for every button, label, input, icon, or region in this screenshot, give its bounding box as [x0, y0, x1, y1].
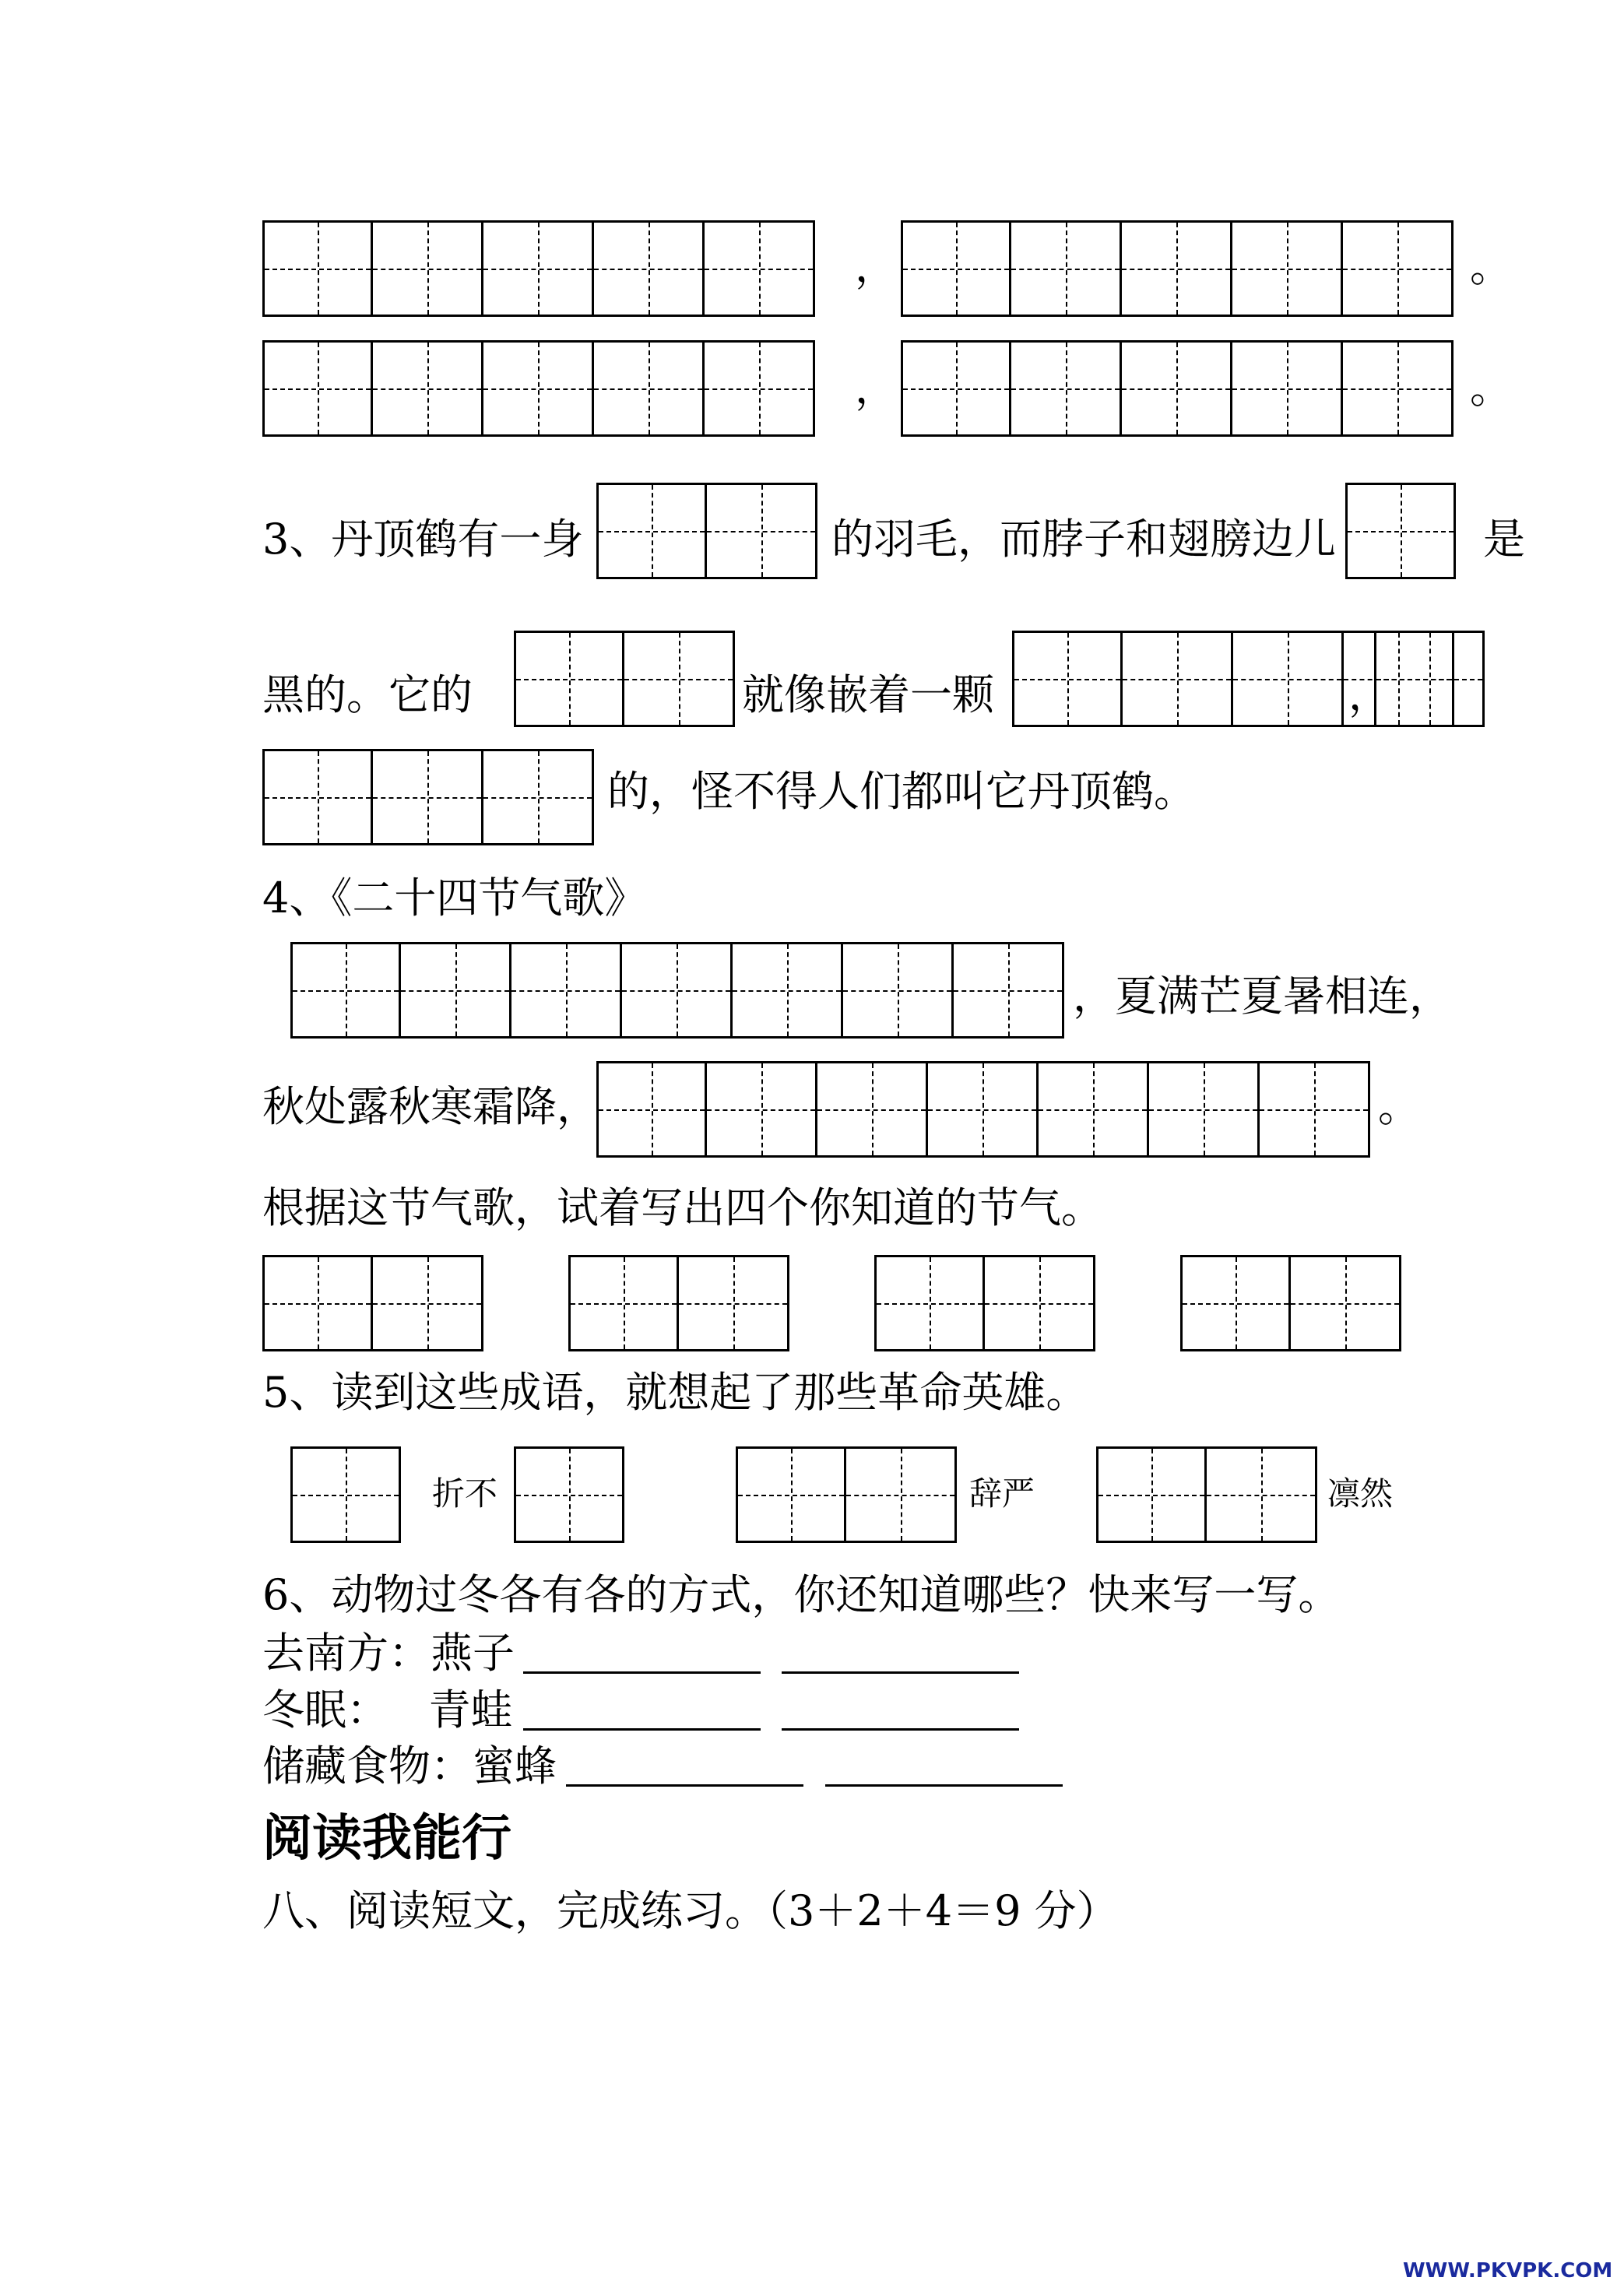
q3-prefix: 3、丹顶鹤有一身: [262, 515, 584, 564]
answer-line[interactable]: [523, 1671, 761, 1674]
writing-cell[interactable]: [624, 631, 735, 727]
writing-cell[interactable]: [401, 942, 511, 1039]
q4-line2-prefix: 秋处露秋寒霜降，: [262, 1082, 599, 1131]
writing-cell[interactable]: [707, 1061, 817, 1158]
writing-cell[interactable]: [1260, 1061, 1370, 1158]
answer-grid-2b[interactable]: [901, 340, 1454, 437]
q3-line2-prefix: 黑的。它的: [262, 670, 473, 719]
answer-grid-q3-single2[interactable]: [1374, 631, 1485, 727]
answer-grid-q4-line2[interactable]: [596, 1061, 1370, 1158]
writing-cell[interactable]: [1122, 340, 1232, 437]
writing-cell[interactable]: [568, 1255, 679, 1351]
q5-title: 5、读到这些成语，就想起了那些革命英雄。: [262, 1368, 1088, 1417]
writing-cell[interactable]: [596, 1061, 707, 1158]
writing-cell[interactable]: [1233, 631, 1344, 727]
writing-cell[interactable]: [514, 1446, 624, 1543]
writing-cell[interactable]: [373, 1255, 483, 1351]
q4-line2-suffix: 。: [1378, 1082, 1420, 1131]
writing-cell[interactable]: [874, 1255, 985, 1351]
writing-cell[interactable]: [817, 1061, 928, 1158]
writing-cell[interactable]: [514, 631, 624, 727]
writing-cell[interactable]: [1232, 220, 1343, 317]
section-heading: 阅读我能行: [262, 1810, 511, 1868]
writing-cell[interactable]: [373, 220, 483, 317]
answer-grid-solar-term-1[interactable]: [262, 1255, 483, 1351]
answer-grid-2a[interactable]: [262, 340, 815, 437]
writing-cell[interactable]: [1011, 220, 1122, 317]
q4-line1-suffix: ，夏满芒夏暑相连，: [1073, 972, 1451, 1021]
answer-line[interactable]: [825, 1784, 1063, 1787]
watermark-url: WWW.PKVPK.COM: [1403, 2259, 1613, 2283]
writing-cell[interactable]: [1374, 631, 1485, 727]
writing-cell[interactable]: [483, 340, 594, 437]
writing-cell[interactable]: [262, 340, 373, 437]
comma: ，: [855, 364, 897, 413]
q4-title: 4、《二十四节气歌》: [262, 873, 647, 923]
writing-cell[interactable]: [954, 942, 1064, 1039]
answer-grid-1b[interactable]: [901, 220, 1454, 317]
writing-cell[interactable]: [679, 1255, 789, 1351]
comma: ，: [855, 242, 897, 291]
idiom3-suffix: 凛然: [1327, 1474, 1394, 1513]
writing-cell[interactable]: [985, 1255, 1095, 1351]
writing-cell[interactable]: [928, 1061, 1039, 1158]
writing-cell[interactable]: [1343, 220, 1454, 317]
writing-cell[interactable]: [1232, 340, 1343, 437]
period: 。: [1470, 242, 1512, 291]
writing-cell[interactable]: [1180, 1255, 1291, 1351]
q3-end: 是: [1483, 515, 1525, 564]
answer-grid-q4-line1[interactable]: [290, 942, 1064, 1039]
writing-cell[interactable]: [1343, 340, 1454, 437]
writing-cell[interactable]: [262, 1255, 373, 1351]
period: 。: [1470, 364, 1512, 413]
q3-line2-comma: ，: [1348, 670, 1390, 719]
writing-cell[interactable]: [1122, 220, 1232, 317]
q8-title: 八、阅读短文，完成练习。（3＋2＋4＝9 分）: [262, 1886, 1119, 1935]
q6-row2-label: 冬眠： 青蛙: [262, 1685, 513, 1734]
q3-mid: 的羽毛，而脖子和翅膀边儿: [831, 515, 1336, 564]
writing-cell[interactable]: [1207, 1446, 1317, 1543]
idiom1-mid: 折不: [432, 1474, 498, 1513]
writing-cell[interactable]: [901, 220, 1011, 317]
writing-cell[interactable]: [594, 340, 705, 437]
writing-cell[interactable]: [705, 220, 815, 317]
writing-cell[interactable]: [1123, 631, 1233, 727]
writing-cell[interactable]: [1012, 631, 1123, 727]
writing-cell[interactable]: [594, 220, 705, 317]
writing-cell[interactable]: [622, 942, 733, 1039]
writing-cell[interactable]: [1149, 1061, 1260, 1158]
idiom2-suffix: 辞严: [969, 1474, 1035, 1513]
answer-grid-solar-term-2[interactable]: [568, 1255, 789, 1351]
writing-cell[interactable]: [736, 1446, 846, 1543]
answer-grid-1a[interactable]: [262, 220, 815, 317]
answer-grid-q3-line3[interactable]: [262, 749, 594, 845]
q6-row3-label: 储藏食物：蜜蜂: [262, 1741, 557, 1791]
answer-grid-solar-term-4[interactable]: [1180, 1255, 1401, 1351]
writing-cell[interactable]: [901, 340, 1011, 437]
writing-cell[interactable]: [511, 942, 622, 1039]
answer-line[interactable]: [566, 1784, 803, 1787]
writing-cell[interactable]: [373, 749, 483, 845]
answer-grid-idiom2[interactable]: [736, 1446, 957, 1543]
q6-row1-label: 去南方：燕子: [262, 1629, 515, 1678]
answer-line[interactable]: [523, 1728, 761, 1731]
writing-cell[interactable]: [1345, 483, 1456, 579]
writing-cell[interactable]: [483, 220, 594, 317]
writing-cell[interactable]: [1291, 1255, 1401, 1351]
answer-grid-idiom1-b[interactable]: [514, 1446, 624, 1543]
answer-grid-idiom1-a[interactable]: [290, 1446, 401, 1543]
writing-cell[interactable]: [1096, 1446, 1207, 1543]
answer-grid-q3-single[interactable]: [1345, 483, 1456, 579]
writing-cell[interactable]: [373, 340, 483, 437]
writing-cell[interactable]: [290, 942, 401, 1039]
writing-cell[interactable]: [1011, 340, 1122, 437]
q4-instruction: 根据这节气歌，试着写出四个你知道的节气。: [262, 1183, 1103, 1232]
q3-line2-mid: 就像嵌着一颗: [742, 670, 994, 719]
answer-grid-solar-term-3[interactable]: [874, 1255, 1095, 1351]
q3-line3-suffix: 的，怪不得人们都叫它丹顶鹤。: [607, 767, 1196, 816]
q6-title: 6、动物过冬各有各的方式，你还知道哪些？快来写一写。: [262, 1570, 1341, 1619]
writing-cell[interactable]: [707, 483, 817, 579]
writing-cell[interactable]: [1039, 1061, 1149, 1158]
answer-grid-q3-body[interactable]: [514, 631, 735, 727]
answer-grid-q3-color[interactable]: [596, 483, 817, 579]
writing-cell[interactable]: [705, 340, 815, 437]
answer-line[interactable]: [782, 1728, 1019, 1731]
answer-grid-idiom3[interactable]: [1096, 1446, 1317, 1543]
writing-cell[interactable]: [596, 483, 707, 579]
writing-cell[interactable]: [483, 749, 594, 845]
writing-cell[interactable]: [843, 942, 954, 1039]
writing-cell[interactable]: [262, 749, 373, 845]
writing-cell[interactable]: [290, 1446, 401, 1543]
answer-line[interactable]: [782, 1671, 1019, 1674]
writing-cell[interactable]: [262, 220, 373, 317]
writing-cell[interactable]: [733, 942, 843, 1039]
writing-cell[interactable]: [846, 1446, 957, 1543]
